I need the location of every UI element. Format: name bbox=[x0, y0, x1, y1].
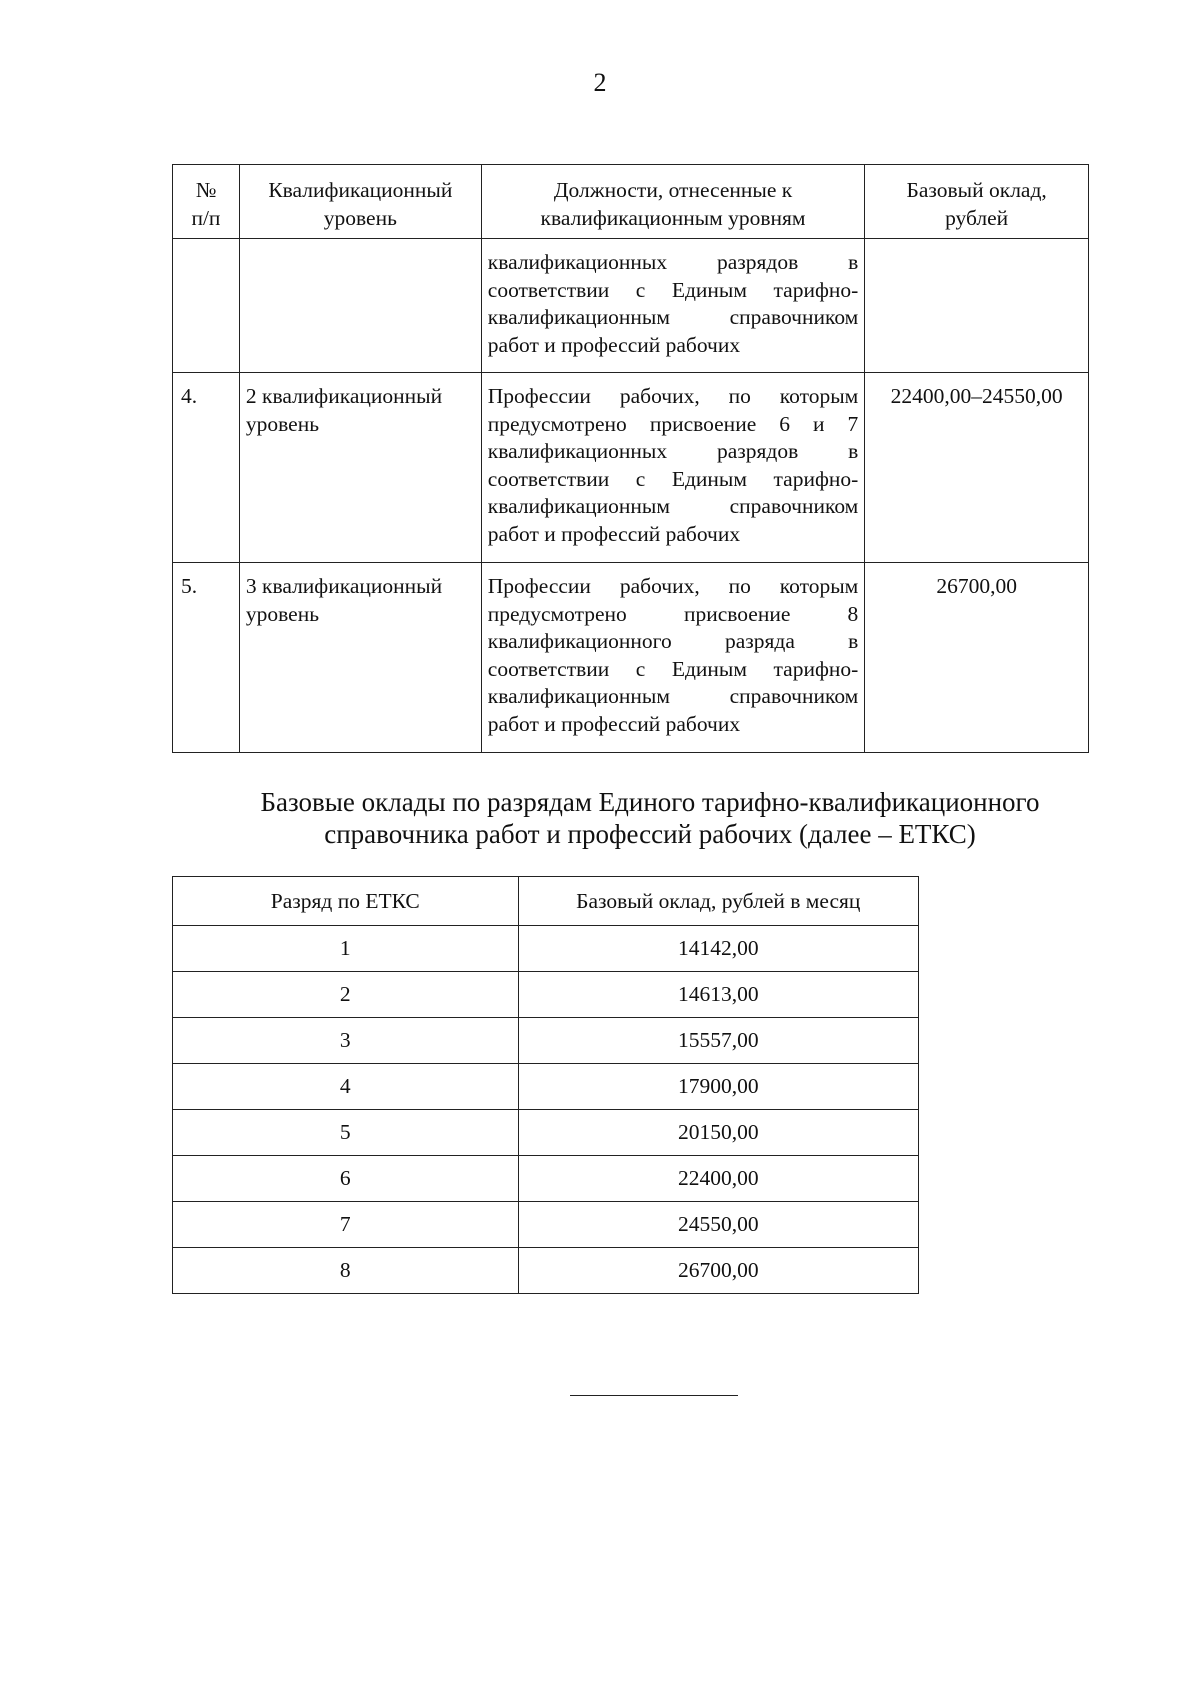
row-level: 2 квалификационный уровень bbox=[239, 373, 481, 563]
table-row bbox=[173, 972, 919, 1018]
header-etks-grade: Разряд по ЕТКС bbox=[173, 877, 519, 926]
qualification-levels-table bbox=[172, 164, 1089, 753]
row-level bbox=[239, 239, 481, 373]
table-row bbox=[173, 1018, 919, 1064]
table-row bbox=[173, 563, 1089, 753]
row-salary: 24550,00 bbox=[518, 1202, 918, 1248]
table-header-row bbox=[173, 165, 1089, 239]
table-row bbox=[173, 1064, 919, 1110]
row-grade: 7 bbox=[173, 1202, 519, 1248]
row-positions: квалификационных разрядов в соответствии с Единым тарифно-квалификационным справочником работ и профессий рабочих bbox=[481, 239, 865, 373]
row-grade: 1 bbox=[173, 926, 519, 972]
row-salary: 22400,00–24550,00 bbox=[865, 373, 1089, 563]
end-divider bbox=[570, 1395, 738, 1396]
table-row bbox=[173, 1248, 919, 1294]
row-number bbox=[173, 239, 240, 373]
header-monthly-salary: Базовый оклад, рублей в месяц bbox=[518, 877, 918, 926]
row-positions: Профессии рабочих, по которым предусмотрено присвоение 6 и 7 квалификационных разрядов в соответствии с Единым тарифно-квалификационным справочником работ и профессий рабочих bbox=[481, 373, 865, 563]
table-row bbox=[173, 926, 919, 972]
table-row bbox=[173, 373, 1089, 563]
row-salary: 14142,00 bbox=[518, 926, 918, 972]
row-grade: 2 bbox=[173, 972, 519, 1018]
section-heading-line: Базовые оклады по разрядам Единого тарифно-квалификационного bbox=[260, 787, 1040, 817]
header-base-salary: Базовый оклад, рублей bbox=[865, 165, 1089, 239]
row-salary bbox=[865, 239, 1089, 373]
row-salary: 14613,00 bbox=[518, 972, 918, 1018]
row-grade: 5 bbox=[173, 1110, 519, 1156]
row-grade: 8 bbox=[173, 1248, 519, 1294]
row-salary: 17900,00 bbox=[518, 1064, 918, 1110]
table-row bbox=[173, 239, 1089, 373]
row-salary: 15557,00 bbox=[518, 1018, 918, 1064]
etks-salary-table bbox=[172, 876, 919, 1294]
table-header-row bbox=[173, 877, 919, 926]
row-grade: 4 bbox=[173, 1064, 519, 1110]
table-row bbox=[173, 1156, 919, 1202]
row-salary: 26700,00 bbox=[518, 1248, 918, 1294]
table-row bbox=[173, 1110, 919, 1156]
header-qualification-level: Квалификационный уровень bbox=[239, 165, 481, 239]
row-salary: 26700,00 bbox=[865, 563, 1089, 753]
header-positions: Должности, отнесенные к квалификационным уровням bbox=[481, 165, 865, 239]
row-salary: 20150,00 bbox=[518, 1110, 918, 1156]
page-number: 2 bbox=[593, 68, 607, 97]
row-number: 4. bbox=[173, 373, 240, 563]
header-number: № п/п bbox=[173, 165, 240, 239]
row-number: 5. bbox=[173, 563, 240, 753]
row-salary: 22400,00 bbox=[518, 1156, 918, 1202]
table-row bbox=[173, 1202, 919, 1248]
row-grade: 3 bbox=[173, 1018, 519, 1064]
section-heading-line: справочника работ и профессий рабочих (далее – ЕТКС) bbox=[324, 819, 976, 849]
row-grade: 6 bbox=[173, 1156, 519, 1202]
row-positions: Профессии рабочих, по которым предусмотрено присвоение 8 квалификационного разряда в соответствии с Единым тарифно-квалификационным справочником работ и профессий рабочих bbox=[481, 563, 865, 753]
section-heading bbox=[0, 786, 1200, 850]
row-level: 3 квалификационный уровень bbox=[239, 563, 481, 753]
